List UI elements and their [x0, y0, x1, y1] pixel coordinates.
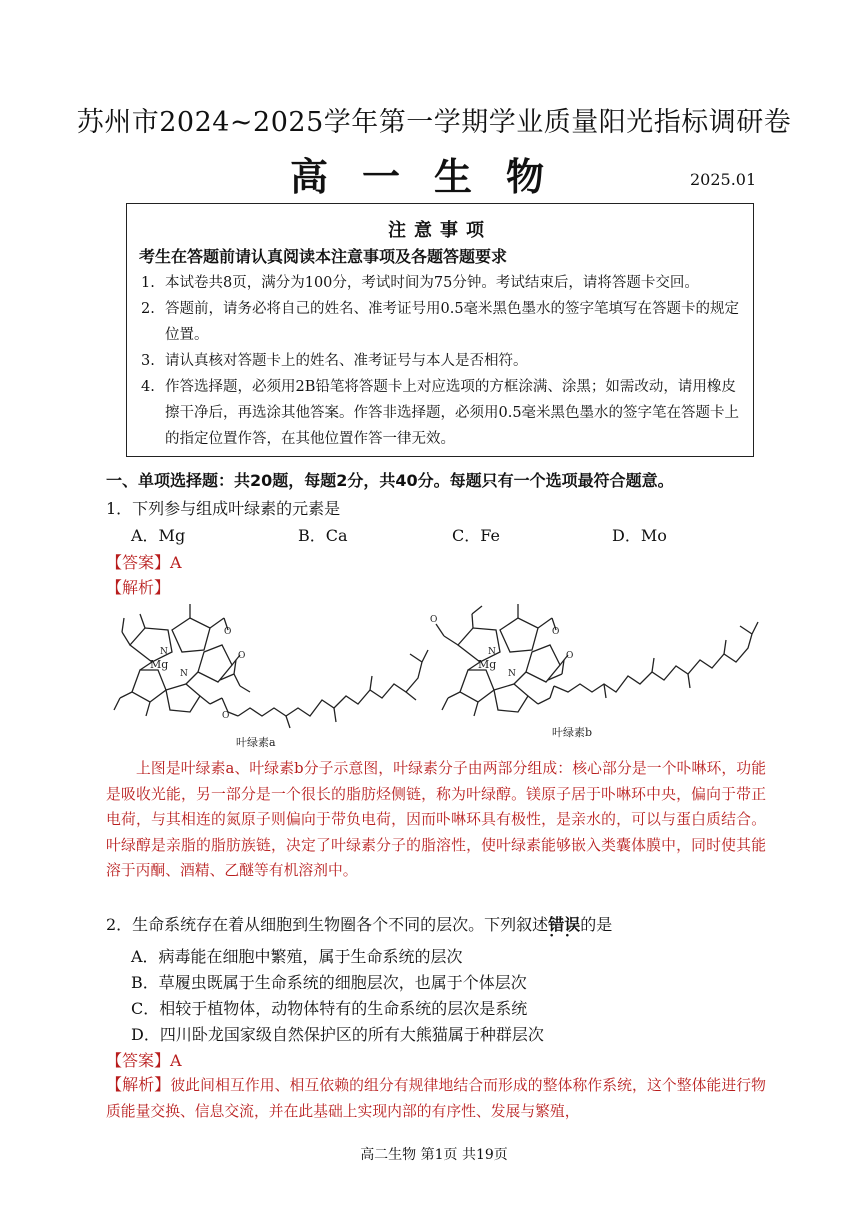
notice-item [141, 374, 741, 452]
q1-analysis-label: 【解析】 [106, 578, 171, 597]
notice-item [141, 296, 741, 348]
analysis-label: 【解析】 [106, 1075, 171, 1094]
notice-item-text: 本试卷共8页，满分为100分，考试时间为75分钟。考试结束后，请将答题卡交回。 [165, 275, 699, 291]
answer-value: A [170, 553, 182, 572]
q2-explanation: 彼此间相互作用、相互依赖的组分有规律地结合而形成的整体称作系统，这个整体能进行物质能量交换、信息交流，并在此基础上实现内部的有序性、发展与繁殖， [106, 1077, 766, 1120]
notice-item [141, 348, 741, 374]
chlorophyll-b-structure-image [428, 600, 762, 730]
answer-label: 【答案】 [106, 553, 171, 572]
q1-explanation: 上图是叶绿素a、叶绿素b分子示意图，叶绿素分子由两部分组成：核心部分是一个卟啉环，功能是吸收光能，另一部分是一个很长的脂肪烃侧链，称为叶绿醇。镁原子居于卟啉环中央，偏向于带正电荷，与其相连的氮原子则偏向于带负电荷，因而卟啉环具有极性，是亲水的，可以与蛋白质结合。叶绿醇是亲脂的脂肪族链，决定了叶绿素分子的脂溶性，使叶绿素能够嵌入类囊体膜中，同时使其能溶于丙酮、酒精、乙醚等有机溶剂中。 [106, 760, 766, 880]
n-atom-label: N [160, 647, 168, 657]
notice-item-number: 4. [141, 379, 155, 395]
mg-atom-label: Mg [150, 658, 169, 671]
notice-item-number: 1. [141, 275, 155, 291]
subject-title: 高一生物 [289, 155, 578, 199]
svg-text:O: O [238, 651, 246, 661]
q2-option-b: B．草履虫既属于生命系统的细胞层次，也属于个体层次 [131, 973, 527, 992]
svg-text:O: O [552, 627, 560, 637]
svg-text:O: O [566, 651, 574, 661]
notice-title: 注意事项 [388, 220, 492, 241]
page-footer: 高二生物 第1页 共19页 [360, 1147, 508, 1163]
notice-item-text: 作答选择题，必须用2B铅笔将答题卡上对应选项的方框涂满、涂黑；如需改动，请用橡皮擦干净后，再选涂其他答案。作答非选择题，必须用0.5毫米黑色墨水的签字笔在答题卡上的指定位置作答，在其他位置作答一律无效。 [165, 379, 740, 447]
paper-title: 苏州市2024~2025学年第一学期学业质量阳光指标调研卷 [76, 107, 792, 138]
mg-atom-label: Mg [478, 658, 497, 671]
q1-answer [106, 550, 182, 573]
q2-option-d: D．四川卧龙国家级自然保护区的所有大熊猫属于种群层次 [131, 1025, 544, 1044]
chlorophyll-a-structure-image [100, 600, 430, 730]
q2-stem-text-end: 的是 [580, 915, 613, 934]
n-atom-label: N [488, 647, 496, 657]
q2-answer [106, 1048, 182, 1071]
q2-stem-emphasis: 错误 · · [548, 915, 580, 934]
n-atom-label: N [508, 669, 516, 679]
svg-text:O: O [224, 627, 232, 637]
notice-item [141, 270, 741, 296]
q1-option-b: B．Ca [298, 526, 348, 545]
svg-text:O: O [430, 615, 438, 625]
notice-item-text: 请认真核对答题卡上的姓名、准考证号与本人是否相符。 [165, 353, 528, 369]
figure-caption-b: 叶绿素b [552, 726, 593, 739]
q2-analysis [106, 1072, 766, 1124]
exam-date: 2025.01 [690, 170, 757, 189]
answer-label: 【答案】 [106, 1051, 171, 1070]
section-heading: 一、单项选择题：共20题，每题2分，共40分。每题只有一个选项最符合题意。 [106, 471, 674, 490]
notice-box [126, 203, 754, 457]
q1-option-d: D．Mo [612, 526, 667, 545]
figure-caption-a: 叶绿素a [236, 736, 276, 749]
notice-item-number: 3. [141, 353, 155, 369]
q2-option-c: C．相较于植物体，动物体特有的生命系统的层次是系统 [131, 999, 528, 1018]
q1-option-c: C．Fe [452, 526, 500, 545]
question-2-stem [106, 912, 612, 935]
q1-option-a: A．Mg [131, 526, 186, 545]
n-atom-label: N [180, 669, 188, 679]
q2-option-a: A．病毒能在细胞中繁殖，属于生命系统的层次 [131, 947, 463, 966]
notice-item-number: 2. [141, 301, 155, 317]
svg-text:O: O [222, 711, 230, 721]
notice-item-text: 答题前，请务必将自己的姓名、准考证号用0.5毫米黑色墨水的签字笔填写在答题卡的规定位置。 [165, 301, 740, 343]
q2-stem-text: 2．生命系统存在着从细胞到生物圈各个不同的层次。下列叙述 [106, 915, 549, 934]
question-1-stem: 1．下列参与组成叶绿素的元素是 [106, 499, 341, 518]
notice-subtitle: 考生在答题前请认真阅读本注意事项及各题答题要求 [139, 247, 508, 266]
answer-value: A [170, 1051, 182, 1070]
